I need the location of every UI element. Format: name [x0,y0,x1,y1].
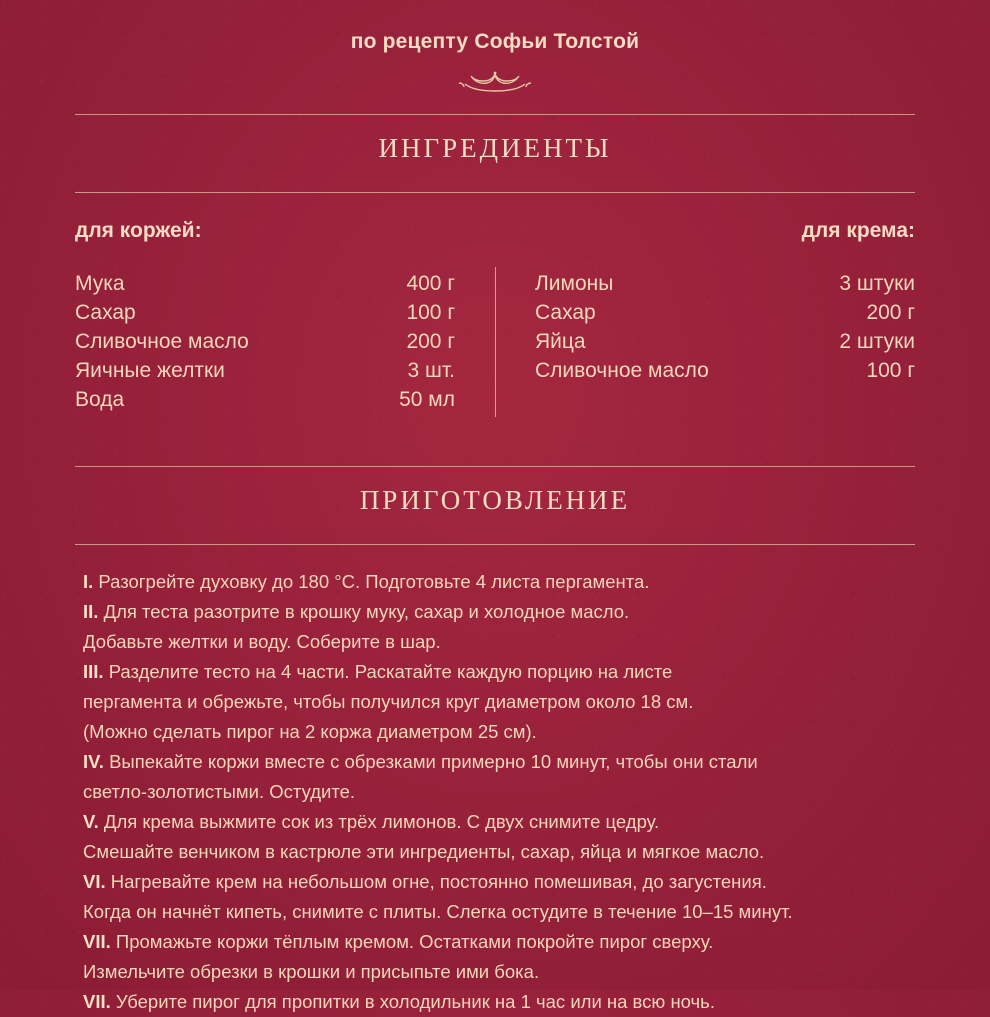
step-number: VII. [83,991,111,1012]
ingredient-amount: 200 г [866,301,915,324]
step-number: IV. [83,751,104,772]
step-text: светло-золотистыми. Остудите. [83,781,356,802]
ingredient-amount: 50 мл [399,388,455,411]
step-text: Разделите тесто на 4 части. Раскатайте каждую порцию на листе [108,661,673,682]
step-line [83,747,907,777]
step-text: (Можно сделать пирог на 2 коржа диаметром 25 см). [83,721,537,742]
step-line [83,657,907,687]
preparation-steps [75,567,915,1017]
step-line [83,717,907,747]
step-line [83,957,907,987]
ingredient-row [75,327,455,356]
step-text: Выпекайте коржи вместе с обрезками примерно 10 минут, чтобы они стали [109,751,758,772]
step-line [83,987,907,1017]
step-line [83,597,907,627]
ingredient-name: Сахар [75,301,136,324]
divider-top [75,114,915,115]
ingredient-name: Сливочное масло [535,359,709,382]
step-number: VII. [83,931,111,952]
page-subtitle: по рецепту Софьи Толстой [350,30,640,53]
ingredients-columns [75,219,915,414]
step-number: V. [83,811,99,832]
ingredient-row [535,356,915,385]
ingredient-amount: 100 г [406,301,455,324]
step-text: Разогрейте духовку до 180 °C. Подготовьте 4 листа пергамента. [98,571,650,592]
divider-under-ingredients-heading [75,192,915,193]
step-line [83,927,907,957]
ingredient-row [75,385,455,414]
divider-above-preparation [75,466,915,467]
ingredient-name: Яйца [535,330,586,353]
ingredient-name: Сахар [535,301,596,324]
ingredient-row [75,269,455,298]
step-number: VI. [83,871,106,892]
step-text: Добавьте желтки и воду. Соберите в шар. [83,631,441,652]
ingredient-amount: 3 шт. [407,359,455,382]
preparation-heading: ПРИГОТОВЛЕНИЕ [359,485,631,515]
step-line [83,567,907,597]
step-line [83,897,907,927]
divider-under-preparation-heading [75,544,915,545]
step-text: пергамента и обрежьте, чтобы получился круг диаметром около 18 см. [83,691,694,712]
step-line [83,867,907,897]
ingredient-row [535,269,915,298]
step-number: I. [83,571,94,592]
step-number: II. [83,601,99,622]
step-line [83,807,907,837]
ingredient-row [535,327,915,356]
step-text: Промажьте коржи тёплым кремом. Остатками покройте пирог сверху. [115,931,714,952]
step-text: Когда он начнёт кипеть, снимите с плиты. Слегка остудите в течение 10–15 минут. [83,901,793,922]
ingredients-column-cream [495,219,915,414]
ingredients-column-dough [75,219,495,414]
ingredient-amount: 200 г [406,330,455,353]
step-text: Уберите пирог для пропитки в холодильник на 1 час или на всю ночь. [115,991,715,1012]
cream-label: для крема: [801,219,915,242]
step-text: Нагревайте крем на небольшом огне, постоянно помешивая, до загустения. [110,871,767,892]
step-text: Для теста разотрите в крошку муку, сахар и холодное масло. [103,601,630,622]
ingredient-row [75,356,455,385]
ingredient-amount: 400 г [406,272,455,295]
step-line [83,837,907,867]
ingredient-name: Яичные желтки [75,359,225,382]
step-text: Смешайте венчиком в кастрюле эти ингредиенты, сахар, яйца и мягкое масло. [83,841,765,862]
ingredient-name: Мука [75,272,125,295]
step-text: Для крема выжмите сок из трёх лимонов. С двух снимите цедру. [103,811,660,832]
ingredient-amount: 2 штуки [839,330,915,353]
ingredient-name: Сливочное масло [75,330,249,353]
ingredient-row [535,298,915,327]
dough-label: для коржей: [75,219,202,242]
ingredient-amount: 100 г [866,359,915,382]
step-line [83,777,907,807]
step-line [83,627,907,657]
ingredients-heading: ИНГРЕДИЕНТЫ [378,133,612,163]
step-line [83,687,907,717]
step-number: III. [83,661,104,682]
ingredient-amount: 3 штуки [839,272,915,295]
ingredient-name: Вода [75,388,125,411]
step-text: Измельчите обрезки в крошки и присыпьте ими бока. [83,961,540,982]
ingredient-name: Лимоны [535,272,614,295]
flourish-ornament [75,70,915,100]
column-divider [495,267,496,417]
ingredient-row [75,298,455,327]
